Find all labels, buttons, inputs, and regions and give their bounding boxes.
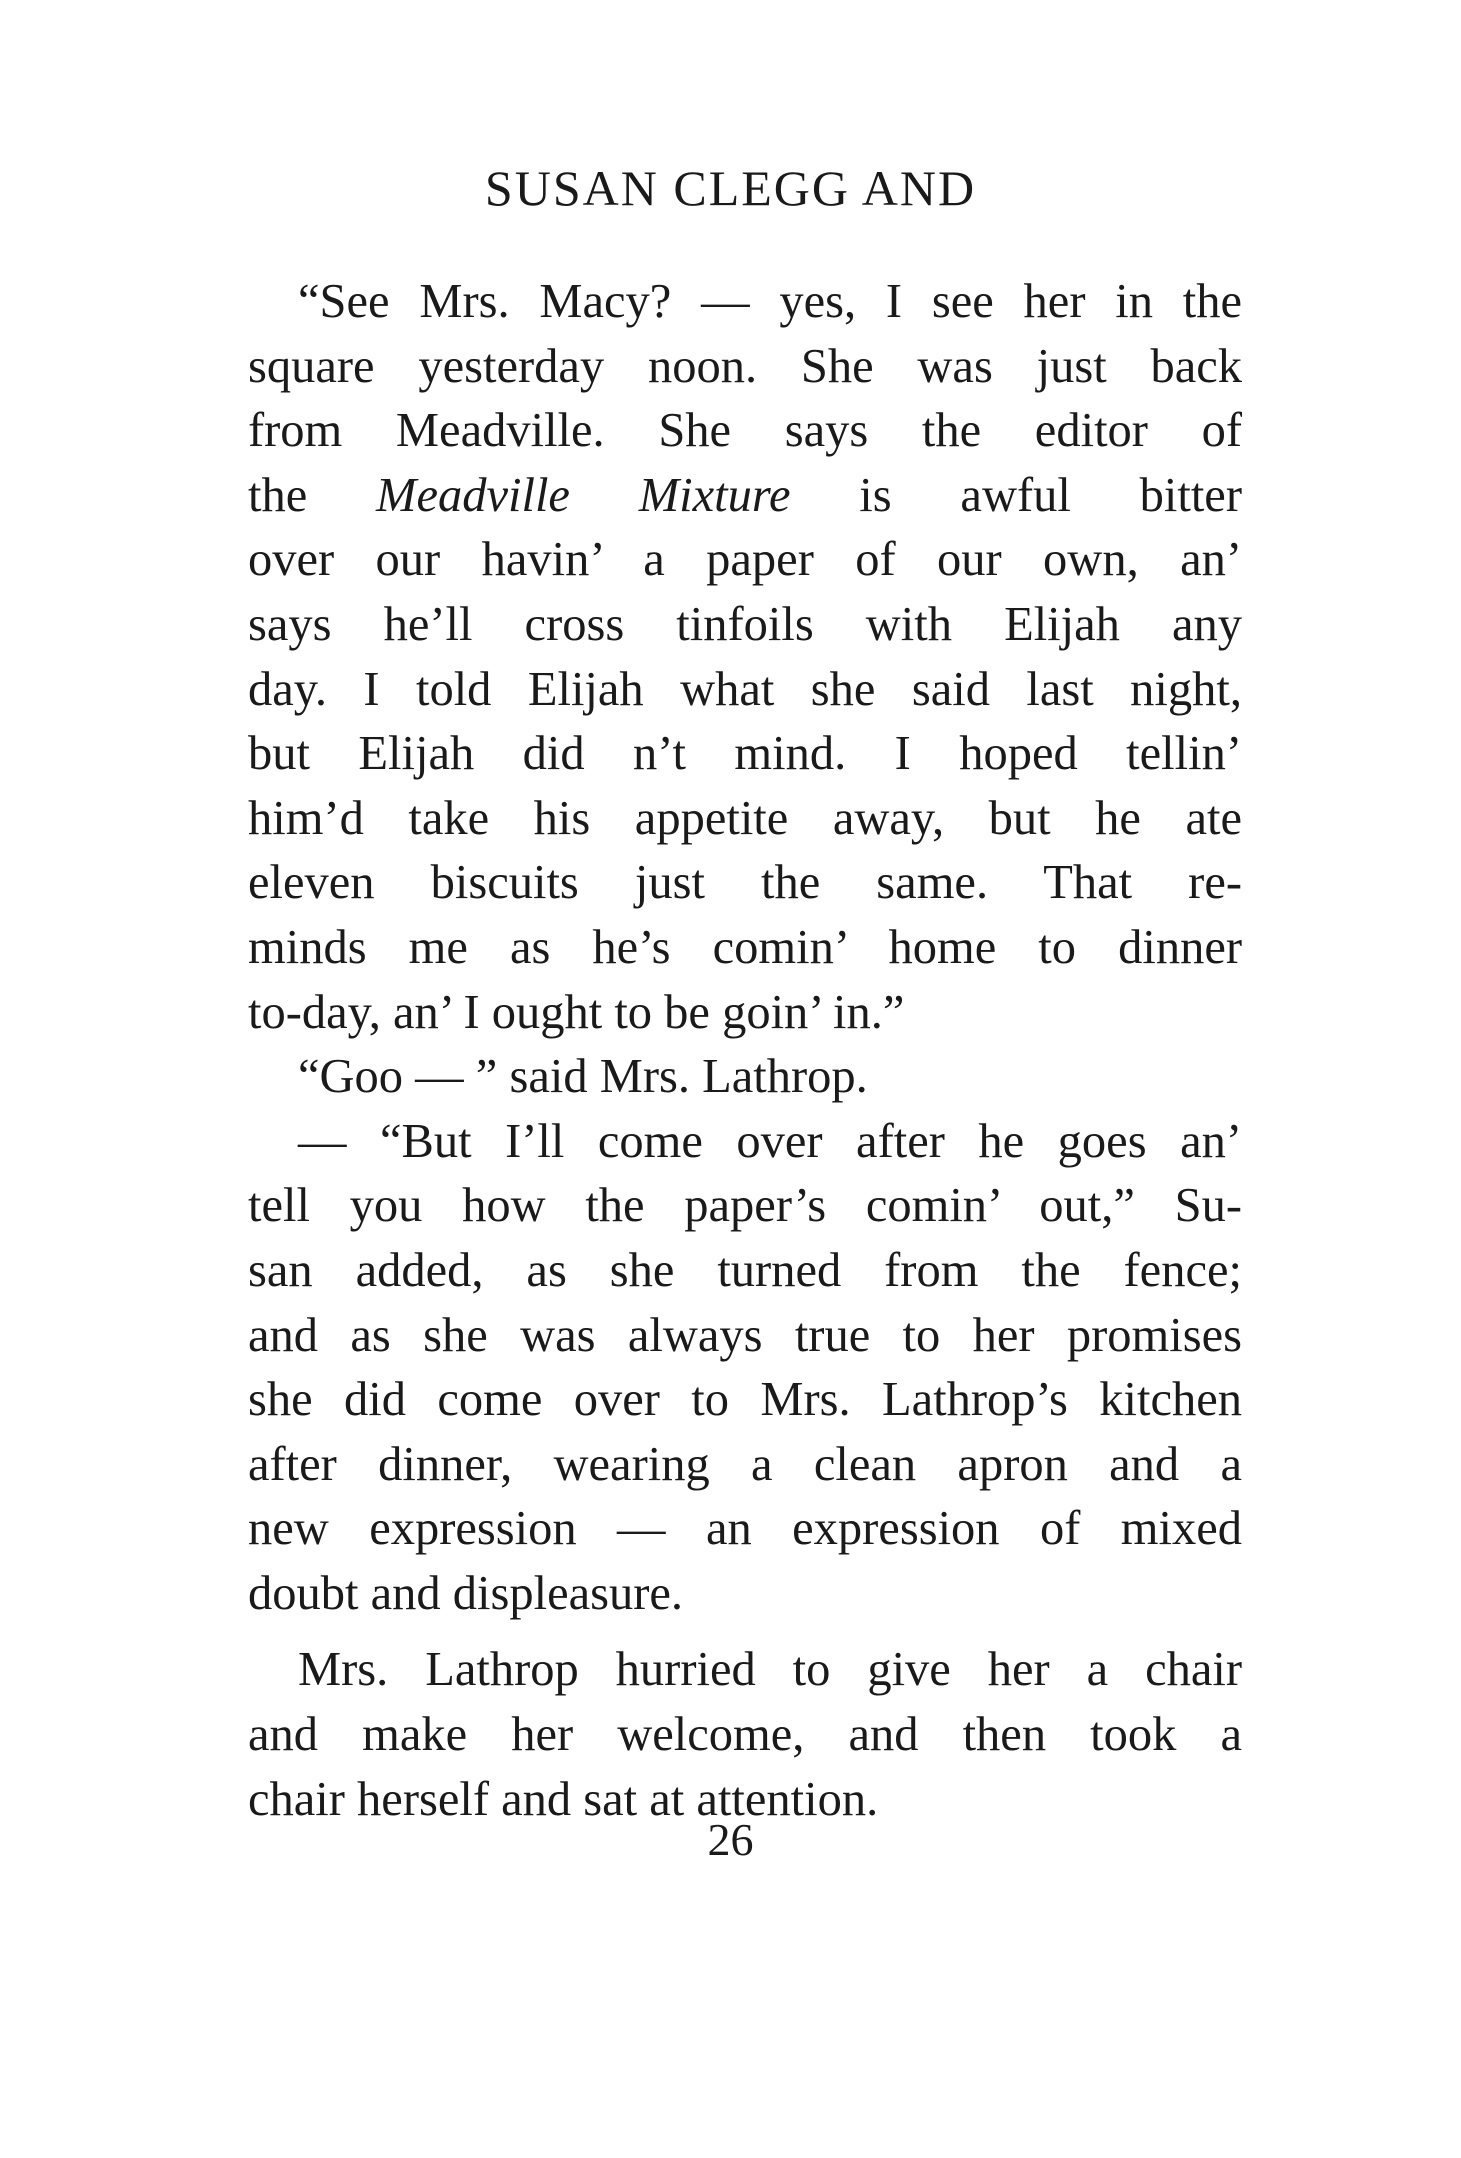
- text-line: after dinner, wearing a clean apron and a: [248, 1437, 1242, 1491]
- text-line: says he’ll cross tinfoils with Elijah any: [248, 597, 1242, 651]
- text-line: to-day, an’ I ought to be goin’ in.”: [248, 985, 905, 1039]
- text-line: him’d take his appetite away, but he ate: [248, 791, 1242, 845]
- page-number: 26: [707, 1814, 754, 1865]
- text-line: new expression — an expression of mixed: [248, 1502, 1242, 1556]
- body-text: [248, 270, 1242, 1832]
- text-fragment: is awful bitter: [790, 468, 1242, 522]
- text-line: from Meadville. She says the editor of: [248, 404, 1242, 458]
- text-line: but Elijah did n’t mind. I hoped tellin’: [248, 727, 1242, 781]
- text-line: Mrs. Lathrop hurried to give her a chair: [298, 1643, 1242, 1697]
- text-line: san added, as she turned from the fence;: [248, 1243, 1242, 1297]
- text-line: day. I told Elijah what she said last night,: [248, 662, 1242, 716]
- text-line: over our havin’ a paper of our own, an’: [248, 533, 1242, 587]
- text-line-with-title: [248, 464, 1242, 529]
- running-head: SUSAN CLEGG AND: [484, 160, 977, 216]
- text-line: “Goo — ” said Mrs. Lathrop.: [298, 1050, 868, 1104]
- text-line: square yesterday noon. She was just back: [248, 339, 1242, 393]
- text-line: doubt and displeasure.: [248, 1566, 684, 1620]
- text-fragment: the: [248, 468, 377, 522]
- text-line: minds me as he’s comin’ home to dinner: [248, 920, 1242, 974]
- text-line: and make her welcome, and then took a: [248, 1708, 1242, 1762]
- text-line: eleven biscuits just the same. That re-: [248, 856, 1242, 910]
- text-line: chair herself and sat at attention.: [248, 1772, 879, 1826]
- text-line: and as she was always true to her promises: [248, 1308, 1242, 1362]
- text-line: tell you how the paper’s comin’ out,” Su-: [248, 1179, 1242, 1233]
- newspaper-title: Meadville Mixture: [376, 468, 791, 522]
- text-line: “See Mrs. Macy? — yes, I see her in the: [298, 275, 1242, 328]
- text-line: — “But I’ll come over after he goes an’: [298, 1114, 1242, 1168]
- text-line: she did come over to Mrs. Lathrop’s kitchen: [248, 1373, 1242, 1427]
